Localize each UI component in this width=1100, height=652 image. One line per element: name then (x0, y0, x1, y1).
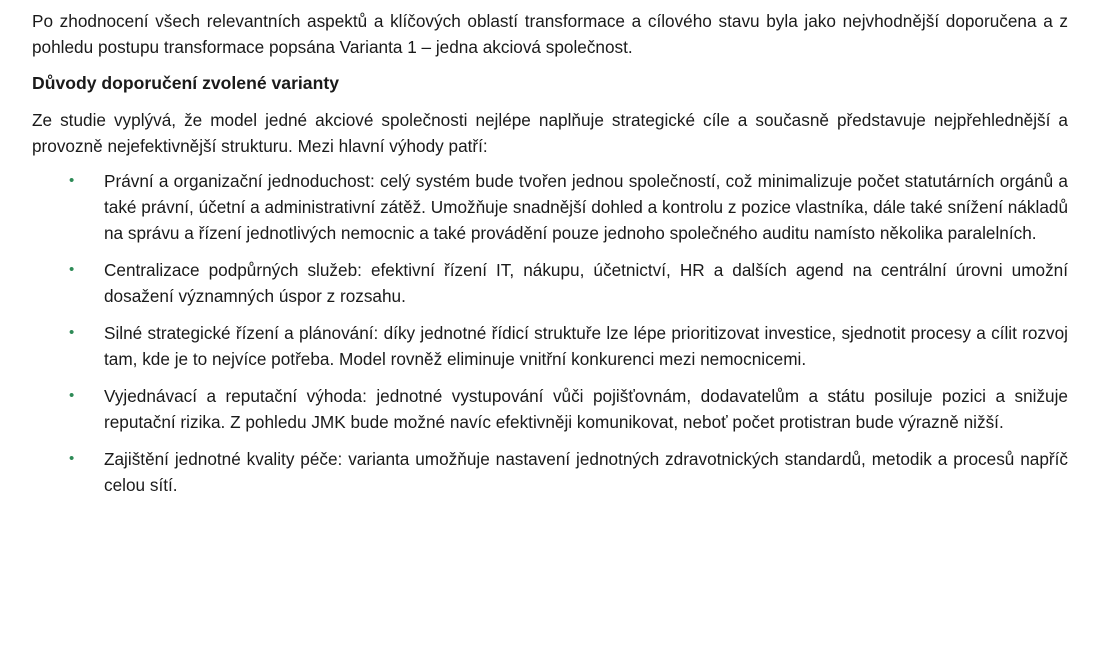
intro-paragraph: Po zhodnocení všech relevantních aspektů a klíčových oblastí transformace a cílového stavu byla jako nejvhodnější doporučena a z pohledu postupu transformace popsána Varianta 1 – jedna akciová společnost. (32, 11, 1068, 57)
list-item-text: Právní a organizační jednoduchost: celý systém bude tvořen jednou společností, což minimalizuje počet statutárních orgánů a také právní, účetní a administrativní zátěž. Umožňuje snadnější dohled a kontrolu z pozice vlastníka, dále také snížení nákladů na správu a řízení jednotlivých nemocnic a také provádění pouze jednoho společného auditu namísto několika paralelních. (104, 171, 1069, 243)
bullet-icon: • (69, 172, 75, 189)
list-item-text: Silné strategické řízení a plánování: díky jednotné řídicí struktuře lze lépe prioritizovat investice, sjednotit procesy a cílit rozvoj tam, kde je to nejvíce potřeba. Model rovněž eliminuje vnitřní konkurenci mezi nemocnicemi. (104, 323, 1068, 369)
list-item (32, 383, 1068, 435)
advantages-list (32, 168, 1068, 498)
section-heading: Důvody doporučení zvolené varianty (32, 73, 339, 93)
list-item (32, 320, 1068, 372)
list-item (32, 257, 1068, 309)
bullet-icon: • (69, 450, 75, 467)
bullet-icon: • (69, 387, 75, 404)
list-item-text: Centralizace podpůrných služeb: efektivní řízení IT, nákupu, účetnictví, HR a dalších agend na centrální úrovni umožní dosažení významných úspor z rozsahu. (104, 260, 1068, 306)
lead-paragraph: Ze studie vyplývá, že model jedné akciové společnosti nejlépe naplňuje strategické cíle a současně představuje nejpřehlednější a provozně nejefektivnější strukturu. Mezi hlavní výhody patří: (32, 110, 1068, 156)
bullet-icon: • (69, 261, 75, 278)
list-item-text: Zajištění jednotné kvality péče: varianta umožňuje nastavení jednotných zdravotnických standardů, metodik a procesů napříč celou sítí. (104, 449, 1068, 495)
list-item (32, 168, 1068, 246)
bullet-icon: • (69, 324, 75, 341)
list-item-text: Vyjednávací a reputační výhoda: jednotné vystupování vůči pojišťovnám, dodavatelům a státu posiluje pozici a snižuje reputační rizika. Z pohledu JMK bude možné navíc efektivněji komunikovat, neboť počet protistran bude výrazně nižší. (104, 386, 1068, 432)
list-item (32, 446, 1068, 498)
